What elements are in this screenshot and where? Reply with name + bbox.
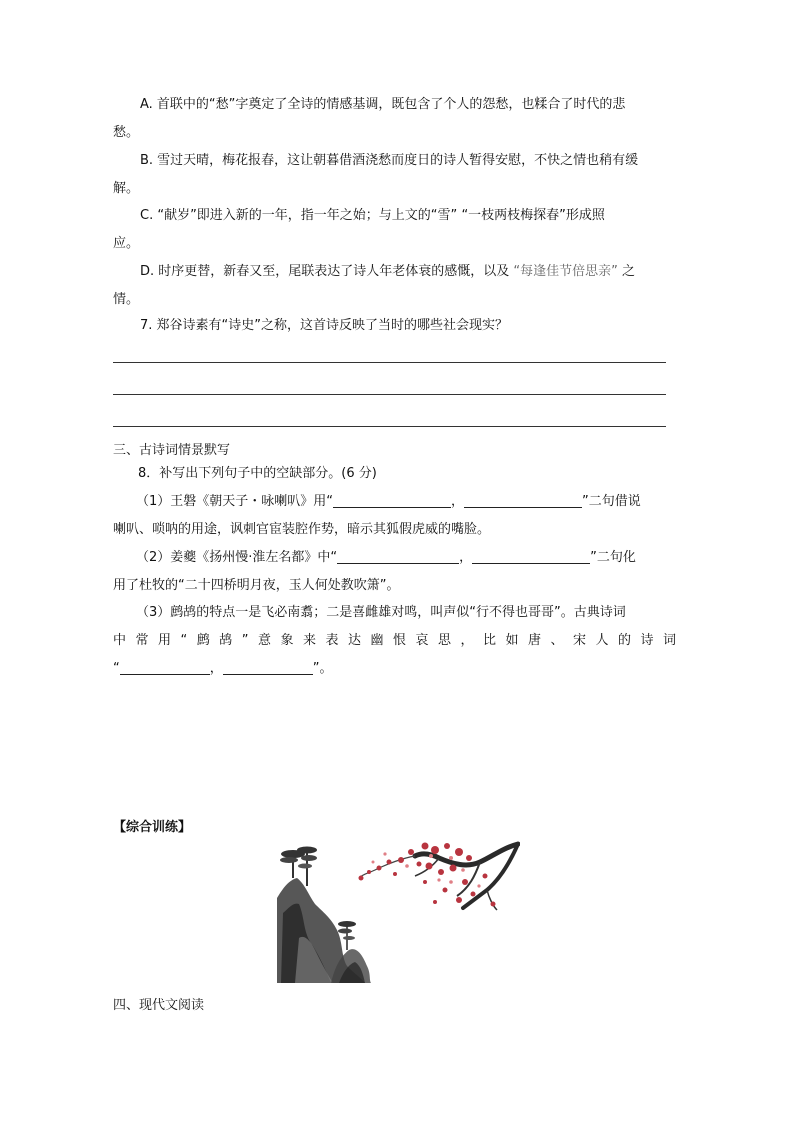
answer-line-2[interactable]	[113, 394, 666, 395]
answer-line-1[interactable]	[113, 362, 666, 363]
option-c-text-a: C. “献岁”即进入新的一年，指一年之始；与上文的“雪”	[140, 208, 458, 223]
option-c-line1	[140, 206, 681, 226]
question-8-2-line2: 用了杜牧的“二十四桥明月夜，玉人何处教吹箫”。	[113, 578, 400, 593]
blank-8-2b[interactable]	[472, 549, 590, 564]
q8-2-prefix: （2）姜夔《扬州慢·淮左名都》中“	[136, 550, 338, 565]
option-d-text-a: D. 时序更替，新春又至，尾联表达了诗人年老体衰的感慨，以及	[140, 264, 510, 279]
option-d-quote: “每逢佳节倍思亲”	[513, 264, 618, 279]
plum-blossom-image	[359, 843, 519, 911]
q8-1-suffix: ”二句借说	[582, 494, 641, 509]
question-8-3-line2: 中常用“鹧鸪”意象来表达幽恨哀思，比如唐、宋人的诗词	[113, 633, 681, 648]
blank-8-2a[interactable]	[337, 549, 459, 564]
option-d-line2: 情。	[113, 292, 140, 307]
section-3-heading: 三、古诗词情景默写	[113, 443, 231, 458]
ink-painting-illustration	[275, 838, 520, 983]
pine-mountain-image	[277, 847, 371, 984]
section-4-heading: 四、现代文阅读	[113, 998, 205, 1013]
q8-3-open: “	[113, 661, 120, 676]
question-8-1-line2: 喇叭、唢呐的用途，讽刺官宦装腔作势，暗示其狐假虎威的嘴脸。	[113, 522, 491, 537]
blank-8-1a[interactable]	[333, 493, 451, 508]
question-7: 7. 郑谷诗素有“诗史”之称，这首诗反映了当时的哪些社会现实？	[140, 318, 509, 333]
blank-8-1b[interactable]	[464, 493, 582, 508]
q8-1-sep: ，	[451, 494, 465, 509]
question-8-3-line1: （3）鹧鸪的特点一是飞必南翥；二是喜雌雄对鸣，叫声似“行不得也哥哥”。古典诗词	[136, 605, 626, 620]
option-a-line2: 愁。	[113, 125, 140, 140]
option-b-line2: 解。	[113, 181, 140, 196]
option-a-line1: A. 首联中的“愁”字奠定了全诗的情感基调，既包含了个人的怨愁，也糅合了时代的悲	[140, 97, 626, 112]
question-8-3-line3	[113, 659, 681, 679]
q8-2-suffix: ”二句化	[590, 550, 636, 565]
q8-3-close: ”。	[312, 661, 333, 676]
option-c-line2: 应。	[113, 236, 140, 251]
option-b-line1: B. 雪过天晴，梅花报春，这让朝暮借酒浇愁而度日的诗人暂得安慰，不快之情也稍有缓	[140, 153, 639, 168]
q8-3-sep: ，	[209, 661, 223, 676]
option-d-line1	[140, 262, 681, 282]
blank-8-3b[interactable]	[223, 660, 313, 675]
q8-2-sep: ，	[459, 550, 473, 565]
option-d-text-c: 之	[622, 264, 636, 279]
answer-line-3[interactable]	[113, 426, 666, 427]
training-heading: 【综合训练】	[113, 820, 192, 835]
question-8-2-line1	[136, 548, 681, 568]
question-8-1-line1	[136, 492, 681, 512]
blank-8-3a[interactable]	[120, 660, 210, 675]
q8-1-prefix: （1）王磐《朝天子・咏喇叭》用“	[136, 494, 334, 509]
option-c-text-b: “一枝两枝梅探春”形成照	[461, 208, 605, 223]
question-8: 8．补写出下列句子中的空缺部分。(6 分)	[138, 466, 377, 481]
